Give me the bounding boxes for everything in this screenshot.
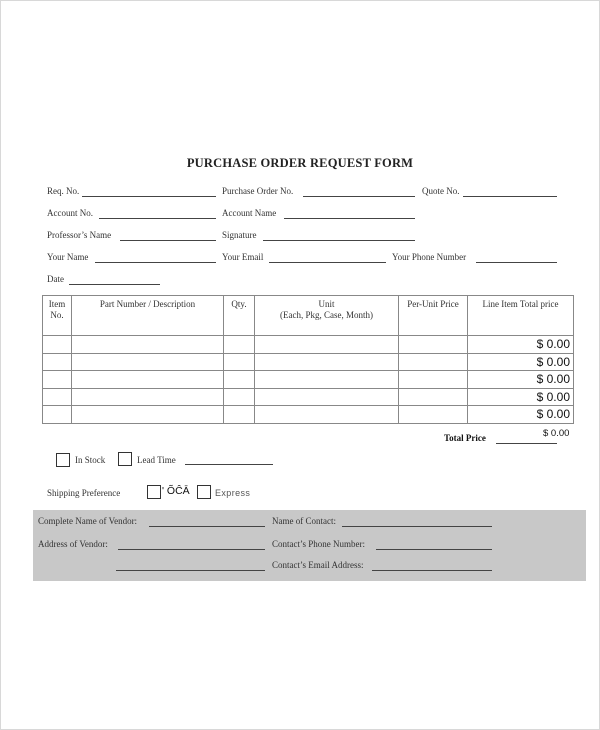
qty-cell[interactable] — [224, 336, 255, 354]
express-checkbox[interactable] — [197, 485, 211, 499]
account-name-label: Account Name — [222, 208, 277, 218]
line-total-cell: $ 0.00 — [468, 353, 574, 371]
unit-cell[interactable] — [255, 336, 399, 354]
items-table — [42, 295, 574, 424]
unit-cell[interactable] — [255, 371, 399, 389]
per-unit-cell[interactable] — [399, 388, 468, 406]
vendor-address-field[interactable] — [118, 549, 265, 550]
total-price-value: $ 0.00 — [543, 428, 570, 439]
your-name-field[interactable] — [95, 262, 216, 263]
quote-no-label: Quote No. — [422, 186, 460, 196]
total-price-label: Total Price — [444, 433, 486, 443]
header-unit: Unit (Each, Pkg, Case, Month) — [255, 296, 399, 336]
your-phone-label: Your Phone Number — [392, 252, 467, 262]
shipping-option1-checkbox[interactable] — [147, 485, 161, 499]
line-total-cell: $ 0.00 — [468, 336, 574, 354]
vendor-name-label: Complete Name of Vendor: — [38, 516, 138, 526]
per-unit-cell[interactable] — [399, 406, 468, 424]
item-no-cell[interactable] — [43, 353, 72, 371]
item-no-cell[interactable] — [43, 406, 72, 424]
per-unit-cell[interactable] — [399, 336, 468, 354]
professor-name-field[interactable] — [120, 240, 216, 241]
shipping-preference-label: Shipping Preference — [47, 488, 121, 498]
your-name-label: Your Name — [47, 252, 89, 262]
part-cell[interactable] — [72, 388, 224, 406]
unit-cell[interactable] — [255, 388, 399, 406]
signature-label: Signature — [222, 230, 257, 240]
per-unit-cell[interactable] — [399, 353, 468, 371]
signature-field[interactable] — [263, 240, 415, 241]
qty-cell[interactable] — [224, 388, 255, 406]
table-row — [43, 336, 574, 354]
header-line-total: Line Item Total price — [468, 296, 574, 336]
header-qty: Qty. — [224, 296, 255, 336]
contact-name-field[interactable] — [342, 526, 492, 527]
vendor-address-line2-field[interactable] — [116, 570, 265, 571]
your-phone-field[interactable] — [476, 262, 557, 263]
contact-email-label: Contact’s Email Address: — [272, 560, 364, 570]
req-no-label: Req. No. — [47, 186, 80, 196]
vendor-address-label: Address of Vendor: — [38, 539, 108, 549]
your-email-field[interactable] — [269, 262, 386, 263]
qty-cell[interactable] — [224, 371, 255, 389]
item-no-cell[interactable] — [43, 388, 72, 406]
date-field[interactable] — [69, 284, 160, 285]
po-no-label: Purchase Order No. — [222, 186, 294, 196]
unit-cell[interactable] — [255, 406, 399, 424]
quote-no-field[interactable] — [463, 196, 557, 197]
date-label: Date — [47, 274, 64, 284]
qty-cell[interactable] — [224, 353, 255, 371]
in-stock-checkbox[interactable] — [56, 453, 70, 467]
lead-time-label: Lead Time — [137, 455, 176, 465]
item-no-cell[interactable] — [43, 336, 72, 354]
part-cell[interactable] — [72, 336, 224, 354]
header-item-no: Item No. — [43, 296, 72, 336]
shipping-option1-label: ' ÕĈĀ — [162, 485, 190, 497]
item-no-cell[interactable] — [43, 371, 72, 389]
vendor-name-field[interactable] — [149, 526, 265, 527]
per-unit-cell[interactable] — [399, 371, 468, 389]
express-label: Express — [215, 488, 251, 498]
header-per-unit-price: Per-Unit Price — [399, 296, 468, 336]
table-row — [43, 371, 574, 389]
part-cell[interactable] — [72, 371, 224, 389]
page-title: PURCHASE ORDER REQUEST FORM — [186, 156, 414, 170]
your-email-label: Your Email — [222, 252, 264, 262]
line-total-cell: $ 0.00 — [468, 406, 574, 424]
lead-time-field[interactable] — [185, 464, 273, 465]
contact-email-field[interactable] — [372, 570, 492, 571]
req-no-field[interactable] — [82, 196, 216, 197]
po-no-field[interactable] — [303, 196, 415, 197]
contact-name-label: Name of Contact: — [272, 516, 336, 526]
part-cell[interactable] — [72, 406, 224, 424]
part-cell[interactable] — [72, 353, 224, 371]
unit-cell[interactable] — [255, 353, 399, 371]
line-total-cell: $ 0.00 — [468, 371, 574, 389]
professor-name-label: Professor’s Name — [47, 230, 112, 240]
table-header-row — [43, 296, 574, 336]
table-row — [43, 406, 574, 424]
contact-phone-field[interactable] — [376, 549, 492, 550]
in-stock-label: In Stock — [75, 455, 106, 465]
contact-phone-label: Contact’s Phone Number: — [272, 539, 365, 549]
qty-cell[interactable] — [224, 406, 255, 424]
table-row — [43, 388, 574, 406]
table-row — [43, 353, 574, 371]
account-no-field[interactable] — [99, 218, 216, 219]
total-price-field — [496, 443, 557, 444]
line-total-cell: $ 0.00 — [468, 388, 574, 406]
header-part-description: Part Number / Description — [72, 296, 224, 336]
lead-time-checkbox[interactable] — [118, 452, 132, 466]
account-name-field[interactable] — [284, 218, 415, 219]
account-no-label: Account No. — [47, 208, 93, 218]
